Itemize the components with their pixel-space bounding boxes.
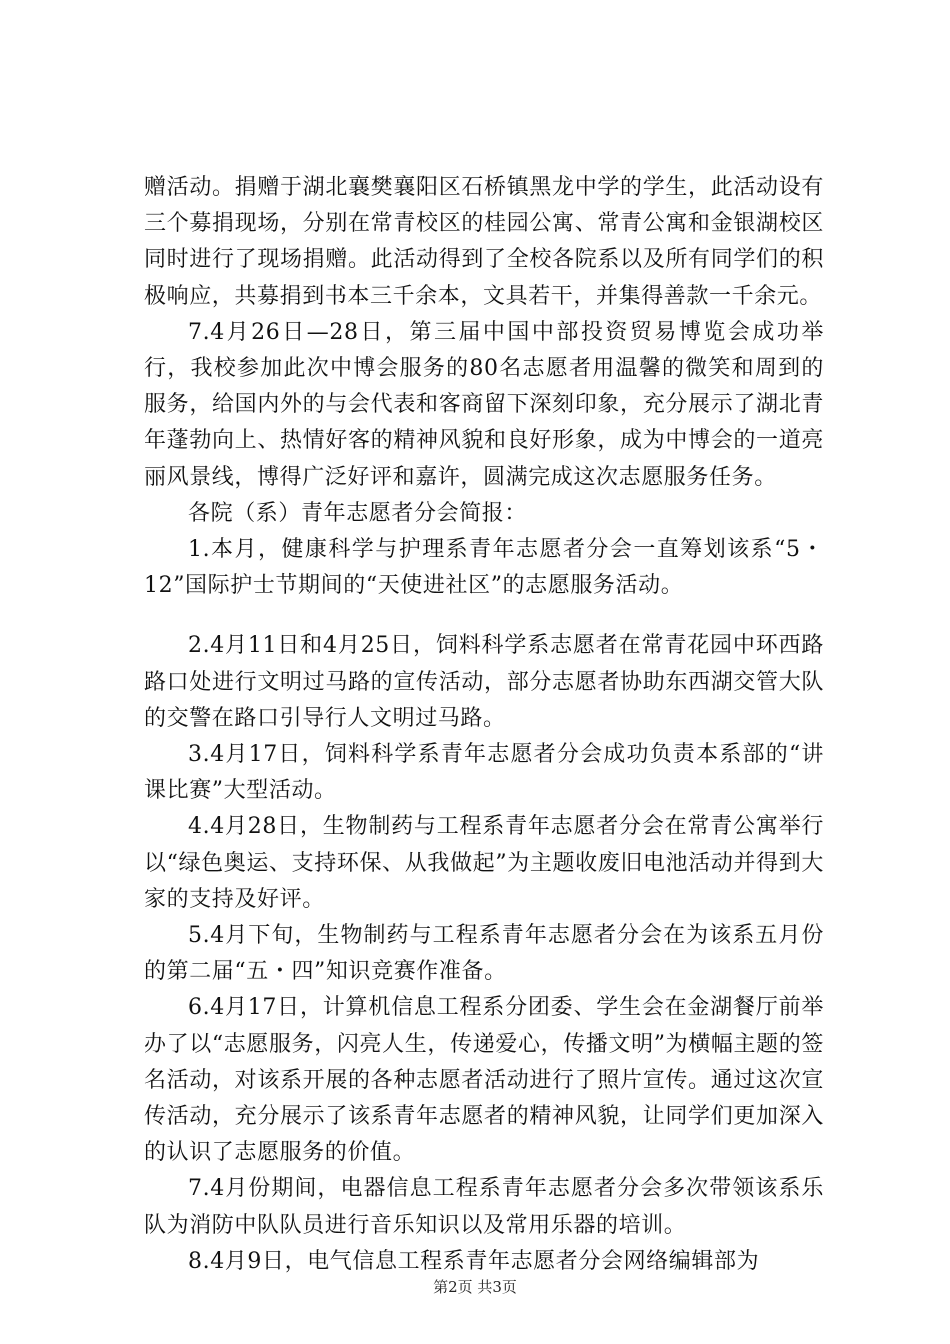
paragraph-branch-item-8: 8.4月9日，电气信息工程系青年志愿者分会网络编辑部为 [188, 1248, 760, 1274]
page-footer: 第2页 共3页 [433, 1278, 517, 1296]
paragraph-branch-item-5: 5.4月下旬，生物制药与工程系青年志愿者分会在为该系五月份的第二届“五・四”知识竞赛作准备。 [144, 923, 824, 985]
paragraph-branch-item-6: 6.4月17日，计算机信息工程系分团委、学生会在金湖餐厅前举办了以“志愿服务，闪亮人生，传递爱心，传播文明”为横幅主题的签名活动，对该系开展的各种志愿者活动进行了照片宣传。通过这次宣传活动，充分展示了该系青年志愿者的精神风貌，让同学们更加深入的认识了志愿服务的价值。 [144, 995, 824, 1166]
paragraph-branch-item-7: 7.4月份期间，电器信息工程系青年志愿者分会多次带领该系乐队为消防中队队员进行音乐知识以及常用乐器的培训。 [144, 1176, 824, 1238]
document-body [144, 170, 824, 1280]
paragraph-donation-continued: 赠活动。捐赠于湖北襄樊襄阳区石桥镇黑龙中学的学生，此活动设有三个募捐现场，分别在常青校区的桂园公寓、常青公寓和金银湖校区同时进行了现场捐赠。此活动得到了全校各院系以及所有同学们的积极响应，共募捐到书本三千余本，文具若干，并集得善款一千余元。 [144, 175, 824, 309]
paragraph-branch-item-4: 4.4月28日，生物制药与工程系青年志愿者分会在常青公寓举行以“绿色奥运、支持环保、从我做起”为主题收废旧电池活动并得到大家的支持及好评。 [144, 814, 824, 912]
paragraph-branch-item-1: 1.本月，健康科学与护理系青年志愿者分会一直筹划该系“5・12”国际护士节期间的“天使进社区”的志愿服务活动。 [144, 537, 824, 599]
paragraph-gap [144, 604, 824, 628]
paragraph-branch-item-3: 3.4月17日，饲料科学系青年志愿者分会成功负责本系部的“讲课比赛”大型活动。 [144, 742, 824, 804]
paragraph-item-7-expo: 7.4月26日—28日，第三届中国中部投资贸易博览会成功举行，我校参加此次中博会服务的80名志愿者用温馨的微笑和周到的服务，给国内外的与会代表和客商留下深刻印象，充分展示了湖北青年蓬勃向上、热情好客的精神风貌和良好形象，成为中博会的一道亮丽风景线，博得广泛好评和嘉许，圆满完成这次志愿服务任务。 [144, 319, 824, 490]
paragraph-branch-item-2: 2.4月11日和4月25日，饲料科学系志愿者在常青花园中环西路路口处进行文明过马路的宣传活动，部分志愿者协助东西湖交管大队的交警在路口引导行人文明过马路。 [144, 633, 824, 731]
section-heading-branch-reports: 各院（系）青年志愿者分会简报： [188, 500, 528, 526]
